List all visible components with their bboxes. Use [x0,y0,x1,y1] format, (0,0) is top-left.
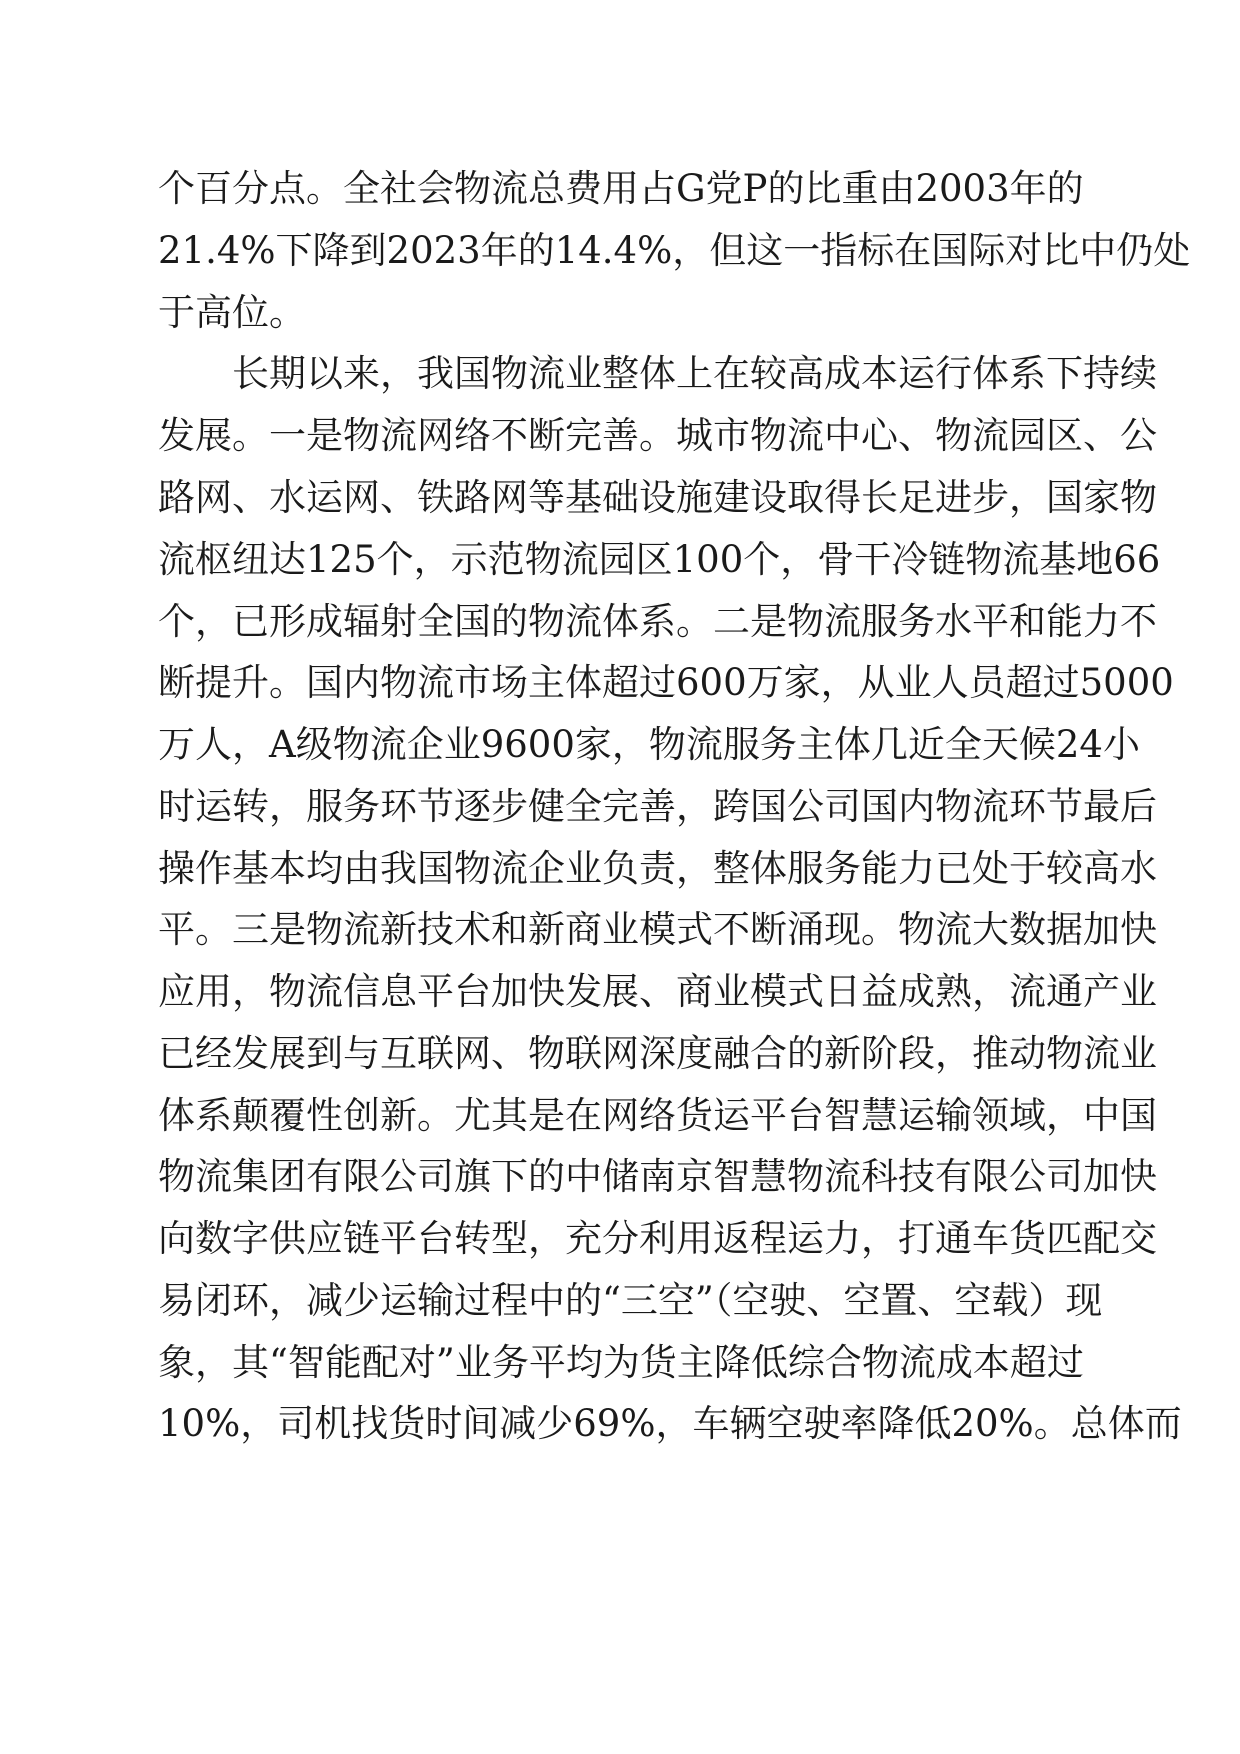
text-line-10: 万人，A级物流企业9600家，物流服务主体几近全天候24小 [158,723,1140,766]
text-line-8: 个，已形成辐射全国的物流体系。二是物流服务水平和能力不 [158,600,1157,643]
text-line-12: 操作基本均由我国物流企业负责，整体服务能力已处于较高水 [158,847,1157,890]
text-line-2: 21.4%下降到2023年的14.4%，但这一指标在国际对比中仍处 [158,229,1191,272]
text-line-5: 发展。一是物流网络不断完善。城市物流中心、物流园区、公 [158,414,1157,457]
text-line-4: 长期以来，我国物流业整体上在较高成本运行体系下持续 [232,352,1157,395]
text-line-21: 10%，司机找货时间减少69%，车辆空驶率降低20%。总体而 [158,1402,1182,1445]
text-line-9: 断提升。国内物流市场主体超过600万家，从业人员超过5000 [158,661,1174,704]
text-line-17: 物流集团有限公司旗下的中储南京智慧物流科技有限公司加快 [158,1155,1157,1198]
text-line-16: 体系颠覆性创新。尤其是在网络货运平台智慧运输领域，中国 [158,1094,1157,1137]
text-line-6: 路网、水运网、铁路网等基础设施建设取得长足进步，国家物 [158,476,1157,519]
text-line-18: 向数字供应链平台转型，充分利用返程运力，打通车货匹配交 [158,1217,1157,1260]
text-line-14: 应用，物流信息平台加快发展、商业模式日益成熟，流通产业 [158,970,1157,1013]
text-line-13: 平。三是物流新技术和新商业模式不断涌现。物流大数据加快 [158,908,1157,951]
text-line-15: 已经发展到与互联网、物联网深度融合的新阶段，推动物流业 [158,1032,1157,1075]
text-line-1: 个百分点。全社会物流总费用占G党P的比重由2003年的 [158,167,1084,210]
text-line-20: 象，其“智能配对”业务平均为货主降低综合物流成本超过 [158,1341,1084,1384]
text-line-11: 时运转，服务环节逐步健全完善，跨国公司国内物流环节最后 [158,785,1157,828]
text-line-19: 易闭环，减少运输过程中的“三空”（空驶、空置、空载）现 [158,1279,1103,1322]
text-line-7: 流枢纽达125个，示范物流园区100个，骨干冷链物流基地66 [158,538,1161,581]
text-line-3: 于高位。 [158,291,306,334]
